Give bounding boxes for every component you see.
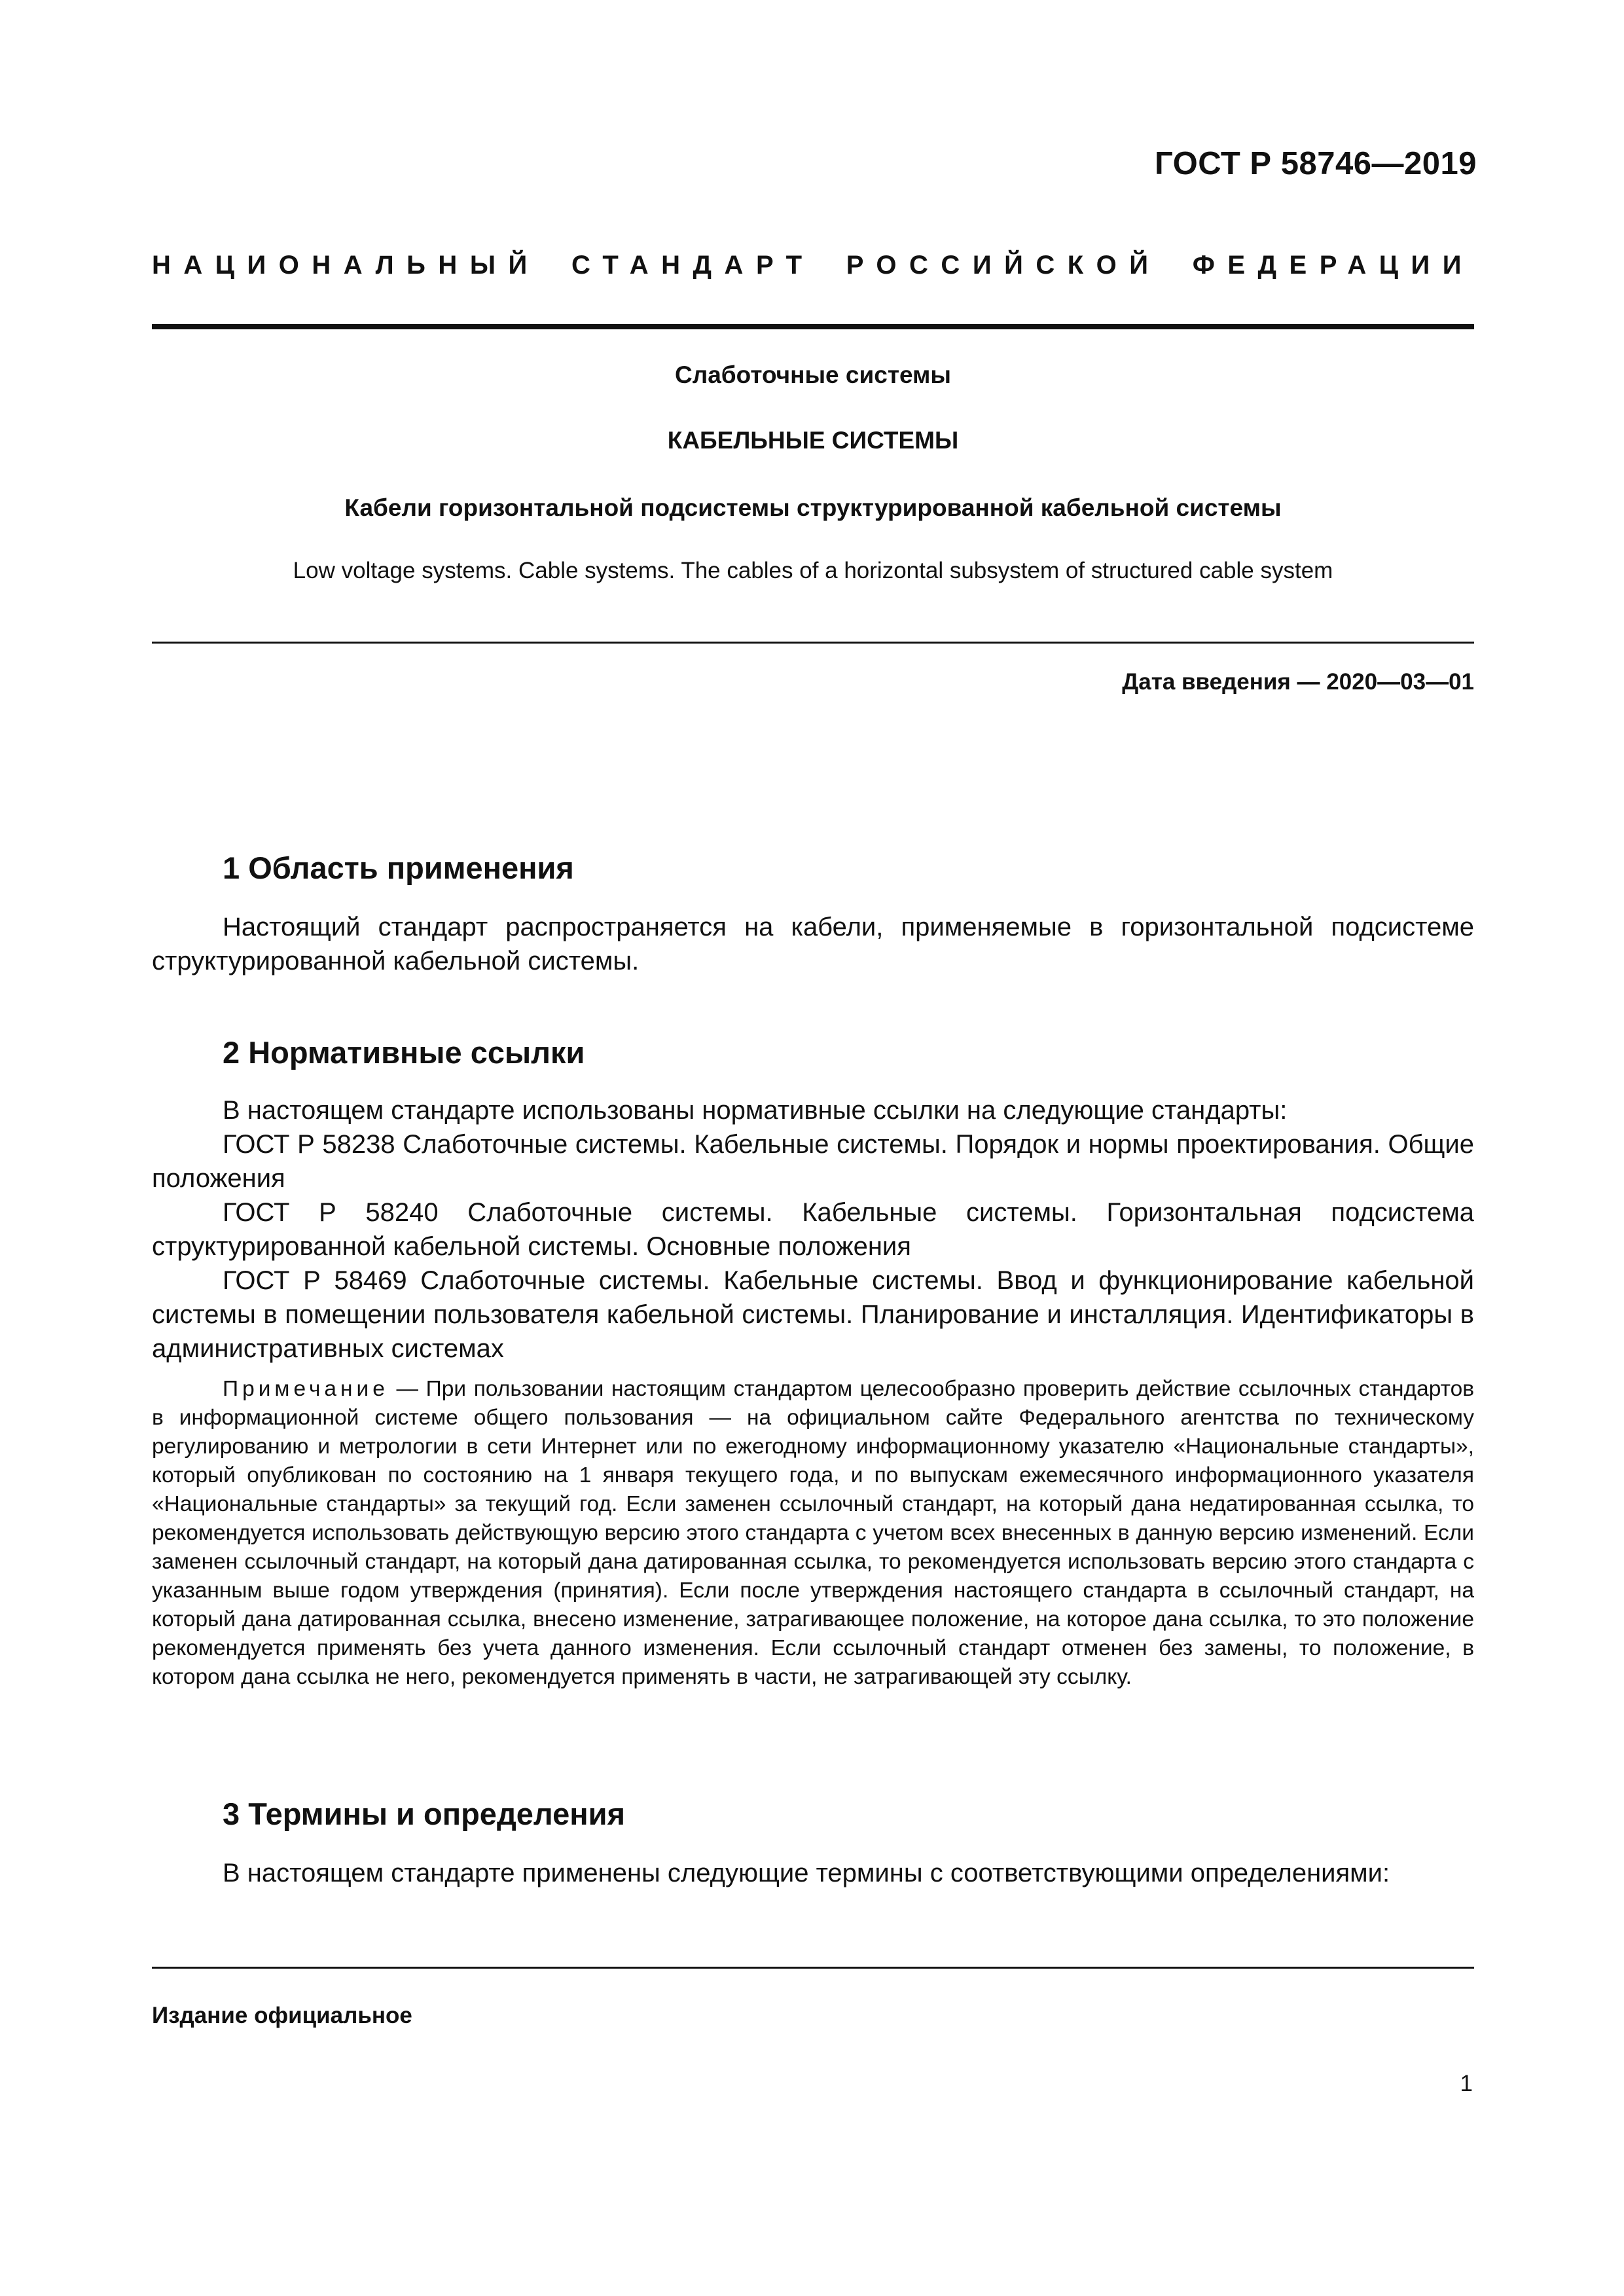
note-text: — При пользовании настоящим стандартом целесообразно проверить действие ссылочных стандартов в информационной системе общего пользования — на официальном сайте Федерального агентства по техническому регулированию и метрологии в сети Интернет или по ежегодному информационному указателю «Национальные стандарты», который опубликован по состоянию на 1 января текущего года, и по выпускам ежемесячного информационного указателя «Национальные стандарты» за текущий год. Если заменен ссылочный стандарт, на который дана недатированная ссылка, то рекомендуется использовать действующую версию этого стандарта с учетом всех внесенных в данную версию изменений. Если заменен ссылочный стандарт, на который дана датированная ссылка, то рекомендуется использовать версию этого стандарта с указанным выше годом утверждения (принятия). Если после утверждения настоящего стандарта в ссылочный стандарт, на который дана датированная ссылка, внесено изменение, затрагивающее положение, на которое дана ссылка, то это положение рекомендуется применять без учета данного изменения. Если ссылочный стандарт отменен без замены, то положение, в котором дана ссылка не него, рекомендуется применять в части, не затрагивающей эту ссылку. xyxy=(152,1377,1474,1689)
edition-label: Издание официальное xyxy=(152,2003,412,2028)
title-english: Low voltage systems. Cable systems. The cables of a horizontal subsystem of structured cable system xyxy=(293,558,1333,583)
section-body xyxy=(152,910,1474,978)
reference-item: ГОСТ Р 58240 Слаботочные системы. Кабельные системы. Горизонтальная подсистема структурированной кабельной системы. Основные положения xyxy=(152,1198,1474,1261)
reference-item: ГОСТ Р 58469 Слаботочные системы. Кабельные системы. Ввод и функционирование кабельной системы в помещении пользователя кабельной системы. Планирование и инсталляция. Идентификаторы в административных системах xyxy=(152,1266,1474,1363)
paragraph: В настоящем стандарте использованы нормативные ссылки на следующие стандарты: xyxy=(223,1096,1288,1125)
note-paragraph xyxy=(152,1375,1474,1692)
header-rule xyxy=(152,324,1474,329)
paragraph: Настоящий стандарт распространяется на кабели, применяемые в горизонтальной подсистеме структурированной кабельной системы. xyxy=(152,913,1474,975)
section-body xyxy=(152,1093,1474,1366)
national-standard-banner: НАЦИОНАЛЬНЫЙ СТАНДАРТ РОССИЙСКОЙ ФЕДЕРАЦИИ xyxy=(152,251,1474,280)
effective-date: Дата введения — 2020—03—01 xyxy=(1122,669,1474,695)
title-full: Кабели горизонтальной подсистемы структурированной кабельной системы xyxy=(344,494,1282,521)
footer-rule xyxy=(152,1967,1474,1969)
note-block xyxy=(152,1375,1474,1692)
title-main: КАБЕЛЬНЫЕ СИСТЕМЫ xyxy=(667,427,959,454)
document-code: ГОСТ Р 58746—2019 xyxy=(1154,146,1477,181)
paragraph: В настоящем стандарте применены следующие термины с соответствующими определениями: xyxy=(223,1859,1390,1887)
title-subtitle: Слаботочные системы xyxy=(674,361,951,388)
title-rule xyxy=(152,642,1474,644)
section-heading: 3 Термины и определения xyxy=(223,1796,625,1831)
reference-item: ГОСТ Р 58238 Слаботочные системы. Кабельные системы. Порядок и нормы проектирования. Общие положения xyxy=(152,1130,1474,1193)
section-heading: 2 Нормативные ссылки xyxy=(223,1035,585,1070)
page-number: 1 xyxy=(1460,2071,1473,2096)
section-heading: 1 Область применения xyxy=(223,850,574,885)
section-body xyxy=(152,1856,1474,1890)
note-label: Примечание xyxy=(223,1377,389,1401)
